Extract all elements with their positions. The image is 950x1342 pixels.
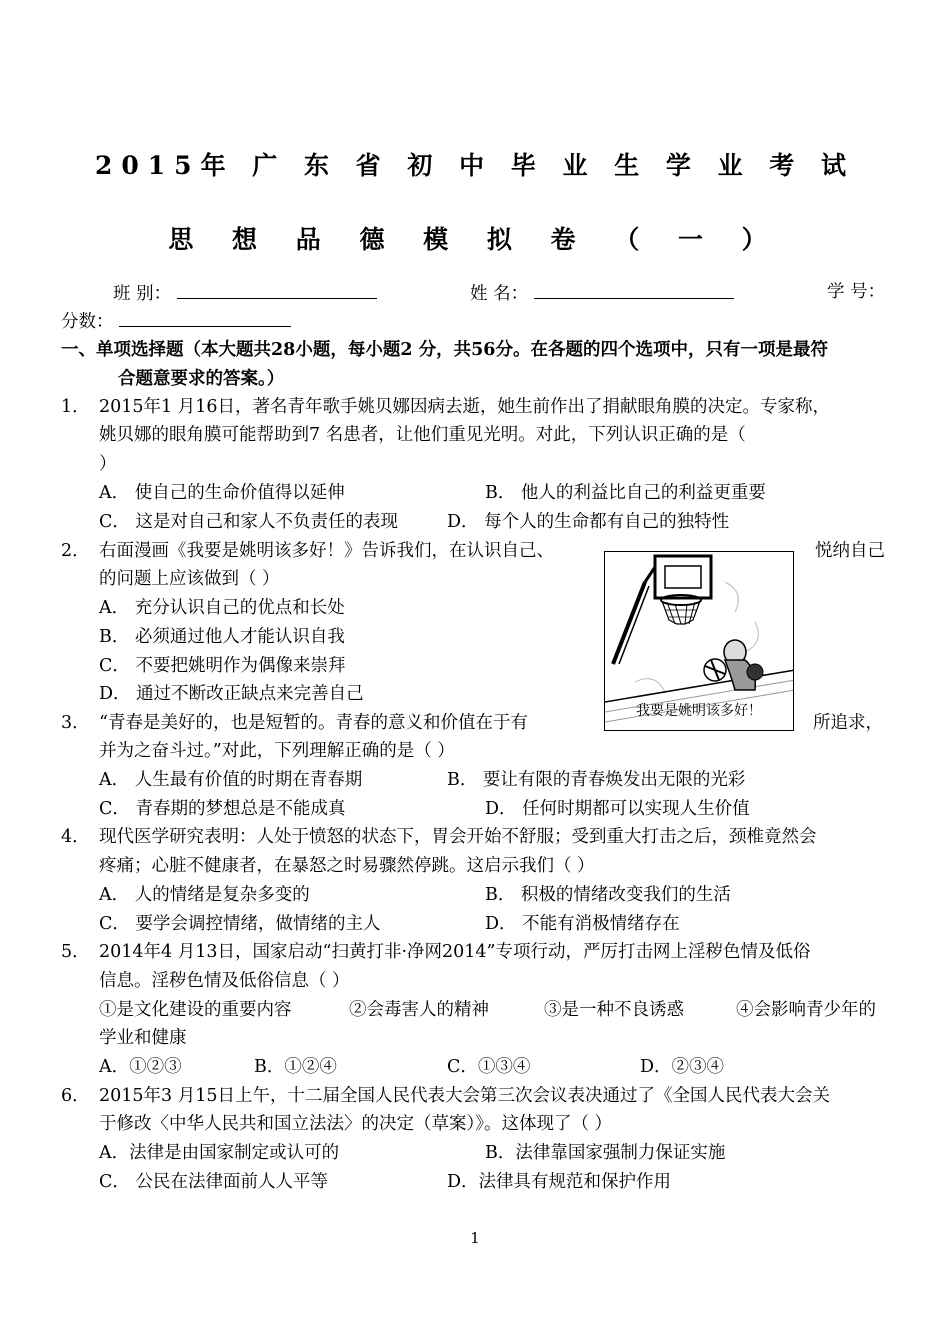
question-3-text-cont: 并为之奋斗过。”对此，下列理解正确的是（ ） (99, 741, 455, 761)
statement-4: ④会影响青少年的 (736, 1000, 876, 1020)
question-3-text-right: 所追求， (813, 713, 883, 733)
question-4-text-cont: 疼痛；心脏不健康者，在暴怒之时易骤然停跳。这启示我们（ ） (99, 856, 595, 876)
option-b: B．①②④ (254, 1057, 337, 1077)
option-d: D．②③④ (640, 1057, 725, 1077)
option-c: C． 公民在法律面前人人平等 (99, 1172, 328, 1192)
class-label: 班 别： (113, 284, 172, 304)
option-c: C． 这是对自己和家人不负责任的表现 (99, 512, 398, 532)
statement-4-cont: 学业和健康 (99, 1028, 187, 1048)
option-a: A．法律是由国家制定或认可的 (99, 1143, 340, 1163)
question-3-text: “青春是美好的，也是短暂的。青春的意义和价值在于有 (99, 713, 528, 733)
class-blank (177, 282, 377, 299)
option-b: B． 要让有限的青春焕发出无限的光彩 (447, 770, 746, 790)
question-6-text-cont: 于修改〈中华人民共和国立法法〉的决定（草案）》。这体现了（ ） (99, 1114, 613, 1134)
statement-1: ①是文化建设的重要内容 (99, 1000, 292, 1020)
option-d: D． 任何时期都可以实现人生价值 (485, 799, 750, 819)
option-c: C． 不要把姚明作为偶像来崇拜 (99, 656, 346, 676)
score-label: 分数： (61, 312, 114, 332)
section-heading-cont: 合题意要求的答案。） (118, 369, 285, 389)
question-number: 3． (61, 713, 90, 733)
question-6-text: 2015年3 月15日上午，十二届全国人民代表大会第三次会议表决通过了《全国人民代表大会关 (99, 1086, 830, 1106)
name-field (470, 282, 734, 304)
statement-3: ③是一种不良诱惑 (544, 1000, 684, 1020)
student-id-label: 学 号： (827, 282, 886, 302)
exam-title: 2015年 广 东 省 初 中 毕 业 生 学 业 考 试 (94, 151, 856, 180)
question-number: 5． (61, 942, 90, 962)
option-a: A． 人的情绪是复杂多变的 (99, 885, 310, 905)
exam-subtitle: 思 想 品 德 模 拟 卷 （ 一 ） (168, 225, 782, 254)
option-a: A． 人生最有价值的时期在青春期 (99, 770, 363, 790)
option-b: B． 他人的利益比自己的利益更重要 (485, 483, 766, 503)
option-d: D． 每个人的生命都有自己的独特性 (447, 512, 730, 532)
section-heading: 一、单项选择题（本大题共28小题，每小题2 分，共56分。在各题的四个选项中，只有一项是最符 (61, 340, 828, 360)
score-field (61, 310, 291, 332)
question-number: 4． (61, 827, 90, 847)
question-2-text-cont: 的问题上应该做到（ ） (99, 569, 280, 589)
question-1-text-cont: 姚贝娜的眼角膜可能帮助到7 名患者，让他们重见光明。对此，下列认识正确的是（ (99, 425, 746, 445)
question-1-text: 2015年1 月16日，著名青年歌手姚贝娜因病去逝，她生前作出了捐献眼角膜的决定。专家称， (99, 397, 830, 417)
comic-illustration (604, 551, 794, 731)
score-blank (119, 310, 291, 327)
option-b: B．法律靠国家强制力保证实施 (485, 1143, 726, 1163)
name-blank (534, 282, 734, 299)
name-label: 姓 名： (470, 284, 529, 304)
option-b: B． 积极的情绪改变我们的生活 (485, 885, 731, 905)
option-c: C． 青春期的梦想总是不能成真 (99, 799, 346, 819)
option-d: D． 通过不断改正缺点来完善自己 (99, 684, 364, 704)
comic-caption: 我要是姚明该多好！ (636, 703, 762, 719)
question-2-text-right: 悦纳自己 (815, 541, 885, 561)
class-field (113, 282, 377, 304)
question-4-text: 现代医学研究表明：人处于愤怒的状态下，胃会开始不舒服；受到重大打击之后，颈椎竟然会 (99, 827, 817, 847)
question-1-bracket: ） (99, 454, 117, 474)
question-2-text: 右面漫画《我要是姚明该多好！》告诉我们，在认识自己、 (99, 541, 554, 561)
option-d: D．法律具有规范和保护作用 (447, 1172, 672, 1192)
question-5-text: 2014年4 月13日，国家启动“扫黄打非·净网2014”专项行动，严厉打击网上淫秽色情及低俗 (99, 942, 811, 962)
option-d: D． 不能有消极情绪存在 (485, 914, 680, 934)
option-c: C． 要学会调控情绪，做情绪的主人 (99, 914, 381, 934)
question-number: 2． (61, 541, 90, 561)
option-c: C．①③④ (447, 1057, 531, 1077)
question-number: 1． (61, 397, 90, 417)
option-b: B． 必须通过他人才能认识自我 (99, 627, 345, 647)
statement-2: ②会毒害人的精神 (349, 1000, 489, 1020)
option-a: A． 充分认识自己的优点和长处 (99, 598, 345, 618)
option-a: A．①②③ (99, 1057, 182, 1077)
option-a: A． 使自己的生命价值得以延伸 (99, 483, 345, 503)
question-number: 6． (61, 1086, 90, 1106)
question-5-text-cont: 信息。淫秽色情及低俗信息（ ） (99, 971, 350, 991)
page-number: 1 (470, 1229, 480, 1247)
